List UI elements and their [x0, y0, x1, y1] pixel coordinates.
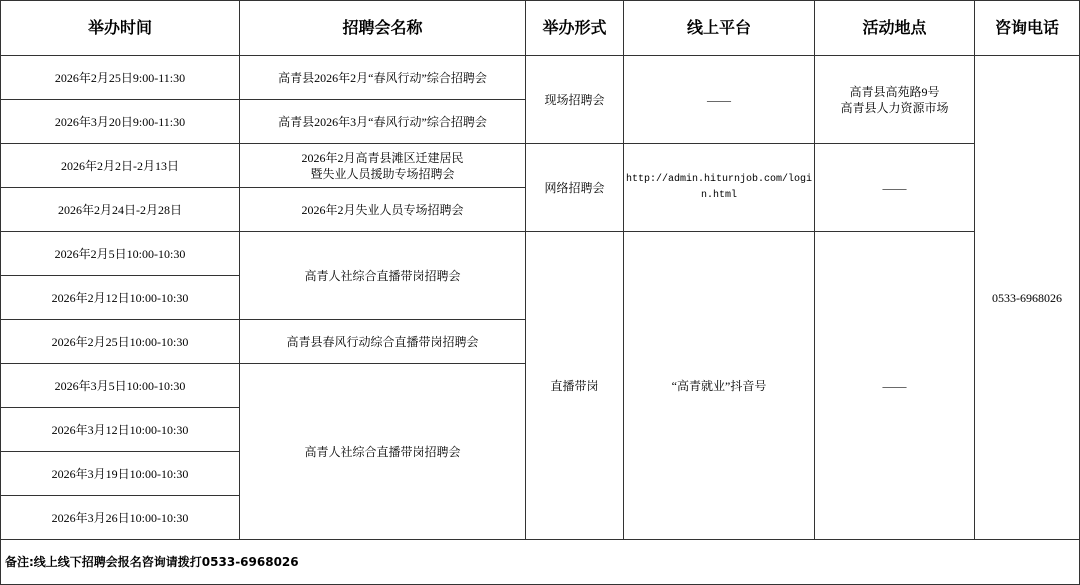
cell-location: ——	[815, 144, 975, 232]
cell-time: 2026年3月19日10:00-10:30	[0, 452, 240, 496]
fair-name-line: 2026年2月高青县滩区迁建居民	[301, 150, 464, 165]
cell-fair-name: 高青县春风行动综合直播带岗招聘会	[240, 320, 526, 364]
header-phone: 咨询电话	[975, 0, 1080, 56]
cell-time: 2026年2月24日-2月28日	[0, 188, 240, 232]
fair-name-line: 暨失业人员援助专场招聘会	[310, 166, 455, 181]
location-line: 高青县高苑路9号	[849, 84, 940, 99]
header-location: 活动地点	[815, 0, 975, 56]
cell-time: 2026年3月20日9:00-11:30	[0, 100, 240, 144]
cell-time: 2026年2月25日9:00-11:30	[0, 56, 240, 100]
header-platform: 线上平台	[624, 0, 815, 56]
cell-location: ——	[815, 232, 975, 540]
cell-fair-name: 高青县2026年2月“春风行动”综合招聘会	[240, 56, 526, 100]
cell-time: 2026年2月25日10:00-10:30	[0, 320, 240, 364]
cell-fair-name: 高青县2026年3月“春风行动”综合招聘会	[240, 100, 526, 144]
cell-time: 2026年2月5日10:00-10:30	[0, 232, 240, 276]
cell-fair-name: 高青人社综合直播带岗招聘会	[240, 232, 526, 320]
footer-note: 备注:线上线下招聘会报名咨询请拨打0533-6968026	[0, 540, 1080, 585]
cell-time: 2026年2月2日-2月13日	[0, 144, 240, 188]
cell-time: 2026年2月12日10:00-10:30	[0, 276, 240, 320]
cell-platform-url: http://admin.hiturnjob.com/login.html	[624, 144, 815, 232]
cell-time: 2026年3月12日10:00-10:30	[0, 408, 240, 452]
cell-format: 网络招聘会	[526, 144, 624, 232]
header-format: 举办形式	[526, 0, 624, 56]
cell-phone: 0533-6968026	[975, 56, 1080, 540]
cell-platform: “高青就业”抖音号	[624, 232, 815, 540]
cell-platform: ——	[624, 56, 815, 144]
location-line: 高青县人力资源市场	[840, 100, 949, 115]
cell-fair-name	[240, 144, 526, 188]
cell-fair-name: 高青人社综合直播带岗招聘会	[240, 364, 526, 540]
cell-time: 2026年3月26日10:00-10:30	[0, 496, 240, 540]
cell-fair-name: 2026年2月失业人员专场招聘会	[240, 188, 526, 232]
cell-format: 现场招聘会	[526, 56, 624, 144]
header-fair-name: 招聘会名称	[240, 0, 526, 56]
cell-location	[815, 56, 975, 144]
header-time: 举办时间	[0, 0, 240, 56]
cell-format: 直播带岗	[526, 232, 624, 540]
cell-time: 2026年3月5日10:00-10:30	[0, 364, 240, 408]
